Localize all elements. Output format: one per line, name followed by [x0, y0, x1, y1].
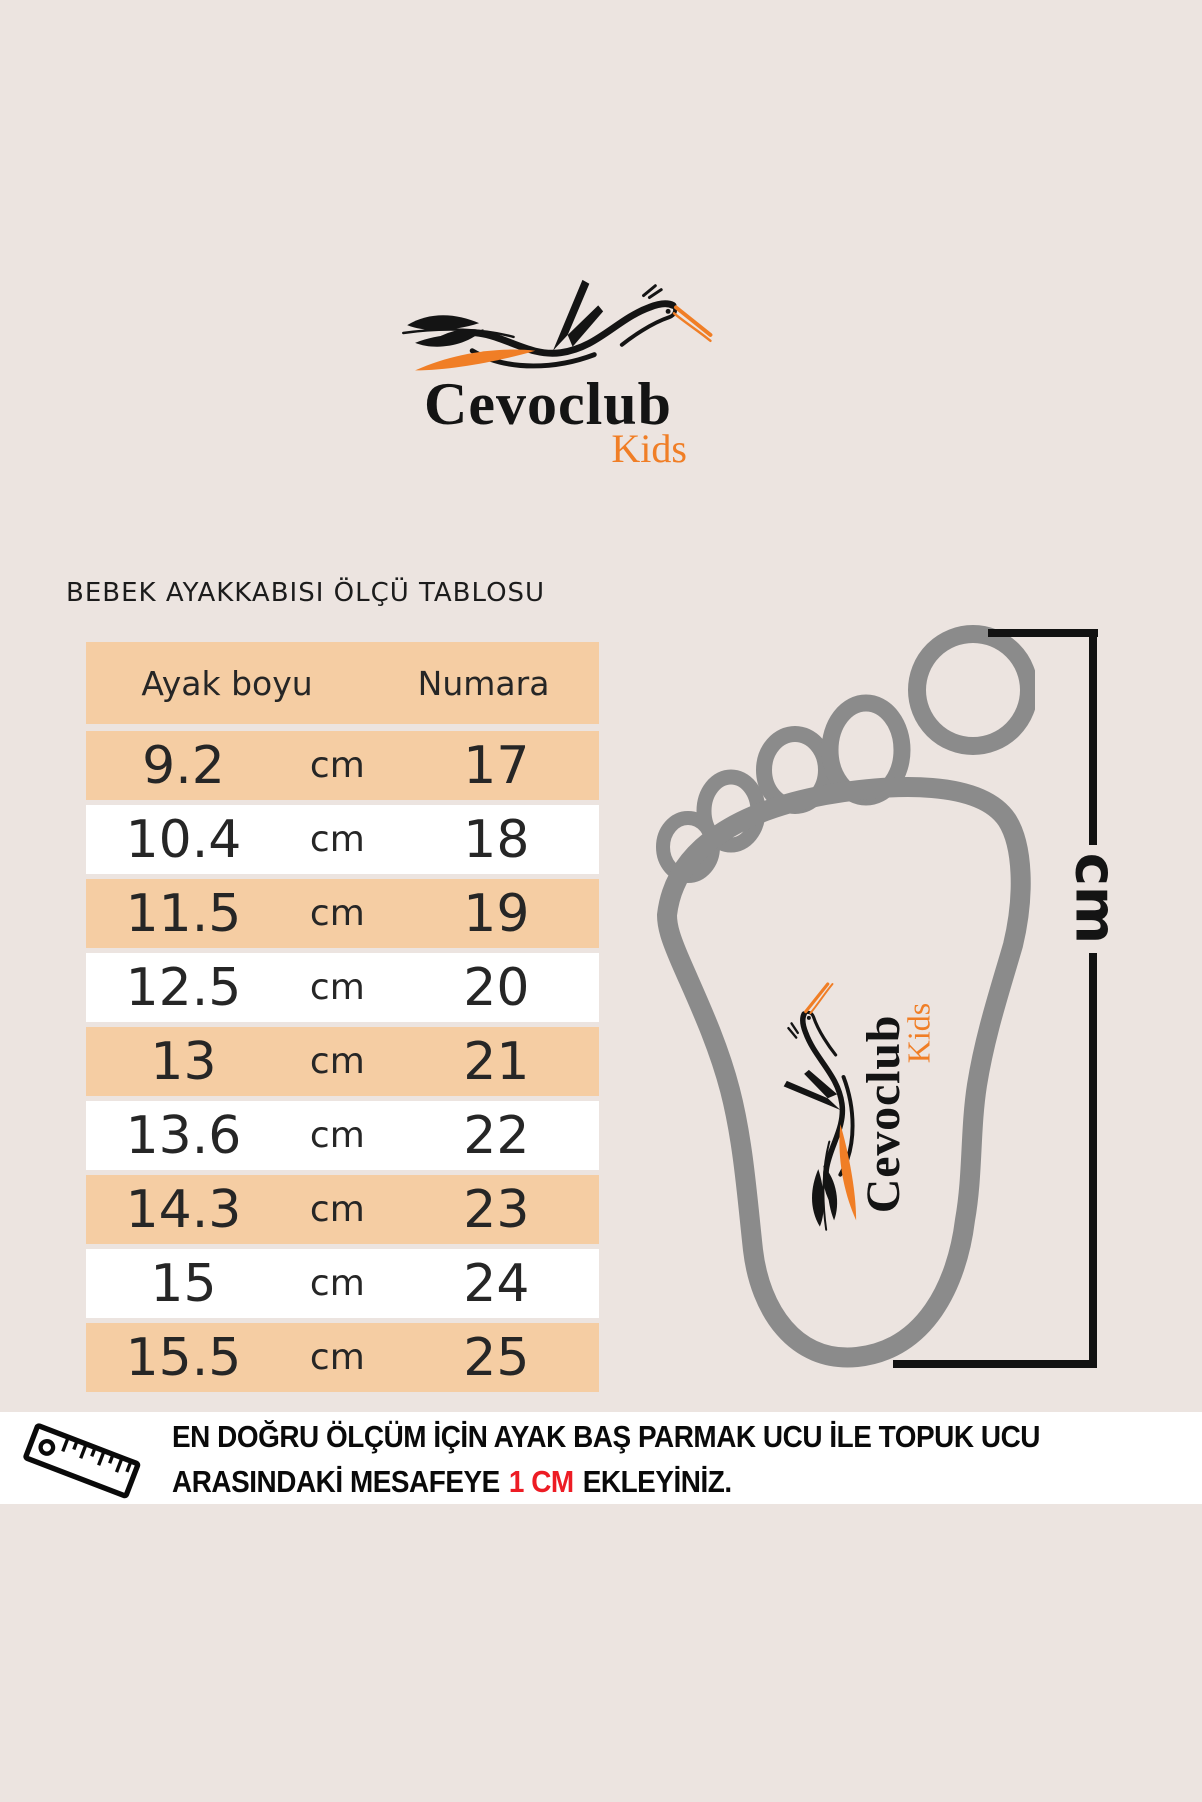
foot-length-value: 14.3: [125, 1179, 242, 1240]
foot-length-value: 13.6: [125, 1105, 242, 1166]
size-table: [86, 642, 599, 1397]
page-title: BEBEK AYAKKABISI ÖLÇÜ TABLOSU: [66, 578, 546, 608]
table-row: [86, 731, 599, 800]
note-line2: [172, 1459, 1099, 1504]
unit-label: cm: [309, 1337, 365, 1378]
ruler-icon: [16, 1412, 158, 1508]
size-number-value: 19: [463, 883, 530, 944]
table-row: [86, 1175, 599, 1244]
foot-length-value: 15.5: [125, 1327, 242, 1388]
size-number-value: 21: [463, 1031, 530, 1092]
size-number-value: 25: [463, 1327, 530, 1388]
bracket-lower-line: [1089, 953, 1097, 1367]
size-number-value: 20: [463, 957, 530, 1018]
note-line2-suffix: EKLEYİNİZ.: [582, 1464, 732, 1499]
brand-logo: [383, 268, 713, 470]
table-row: [86, 1101, 599, 1170]
size-number-value: 23: [463, 1179, 530, 1240]
size-number-value: 18: [463, 809, 530, 870]
foot-length-value: 13: [150, 1031, 217, 1092]
size-number-value: 17: [463, 735, 530, 796]
unit-label: cm: [309, 967, 365, 1008]
foot-length-value: 15: [150, 1253, 217, 1314]
unit-label: cm: [309, 1041, 365, 1082]
brand-name: Cevoclub: [424, 371, 672, 437]
unit-label: cm: [309, 1263, 365, 1304]
table-row: [86, 805, 599, 874]
table-header-row: [86, 642, 599, 724]
table-row: [86, 1027, 599, 1096]
unit-label: cm: [309, 1189, 365, 1230]
header-size-number: Numara: [417, 663, 550, 703]
brand-name: Cevoclub: [856, 1014, 910, 1214]
size-number-value: 22: [463, 1105, 530, 1166]
header-foot-length: Ayak boyu: [141, 663, 313, 703]
foot-length-value: 10.4: [125, 809, 242, 870]
note-line2-prefix: ARASINDAKİ MESAFEYE: [172, 1464, 500, 1499]
foot-length-value: 11.5: [125, 883, 242, 944]
unit-label: cm: [309, 893, 365, 934]
brand-subtitle: Kids: [900, 1002, 937, 1064]
bracket-bottom-tick: [893, 1360, 1097, 1368]
measurement-note: [172, 1414, 1099, 1504]
table-row: [86, 1249, 599, 1318]
note-line1: EN DOĞRU ÖLÇÜM İÇİN AYAK BAŞ PARMAK UCU İLE TOPUK UCU: [172, 1419, 1040, 1454]
unit-label: cm: [309, 1115, 365, 1156]
brand-subtitle: Kids: [611, 426, 687, 471]
size-number-value: 24: [463, 1253, 530, 1314]
foot-length-value: 9.2: [142, 735, 225, 796]
foot-length-value: 12.5: [125, 957, 242, 1018]
table-row: [86, 1323, 599, 1392]
bracket-upper-line: [1089, 629, 1097, 845]
note-highlight: 1 CM: [508, 1464, 574, 1499]
table-row: [86, 879, 599, 948]
table-row: [86, 953, 599, 1022]
unit-label: cm: [309, 819, 365, 860]
unit-label: cm: [309, 745, 365, 786]
cm-axis-label: cm: [1062, 852, 1128, 944]
bracket-top-tick: [988, 629, 1098, 637]
